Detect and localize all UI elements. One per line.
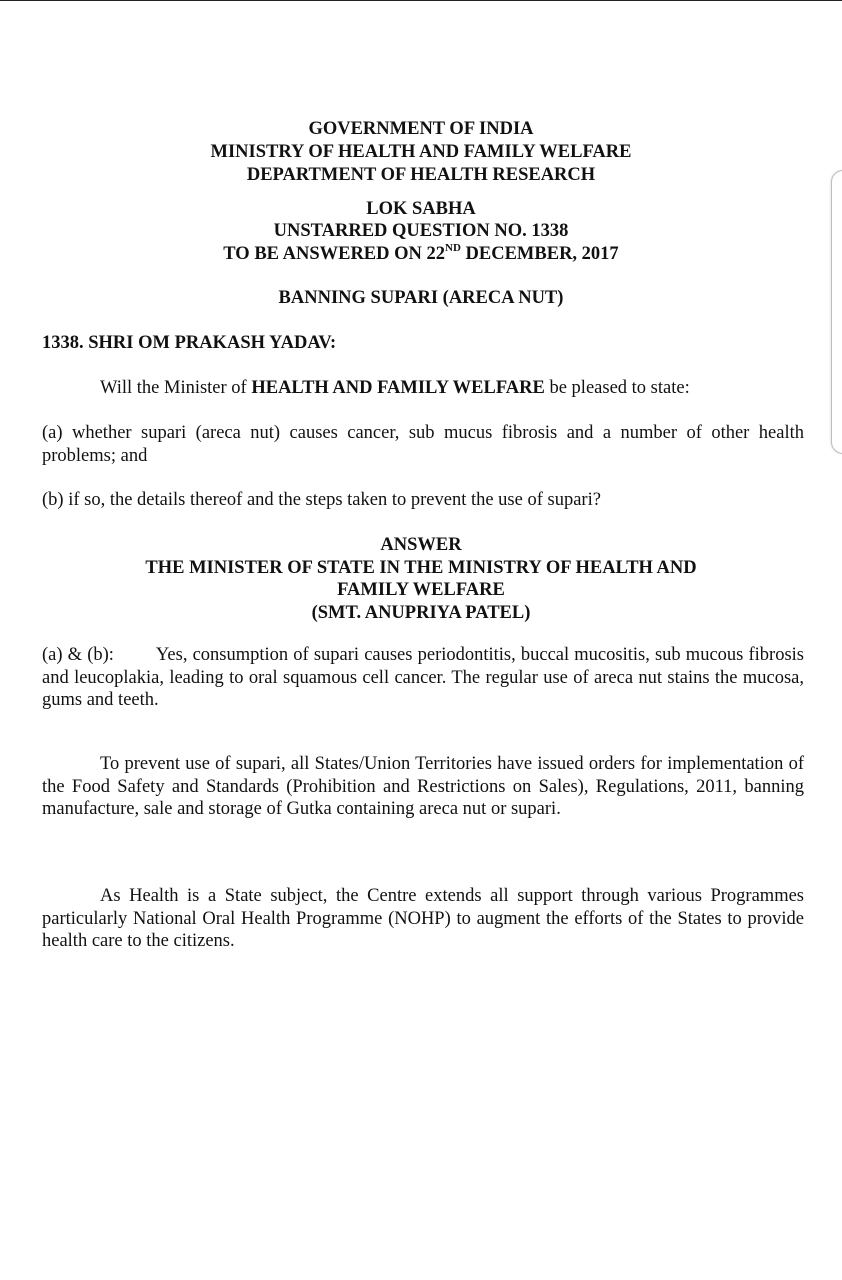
answer-paragraph-2: To prevent use of supari, all States/Union Territories have issued orders for implementation of the Food Safety and Standards (Prohibition and Restrictions on Sales), Regulations, 2011, banning manufacture, sale and storage of Gutka containing areca nut or supari. — [42, 754, 804, 819]
question-number: UNSTARRED QUESTION NO. 1338 — [273, 221, 569, 241]
question-intro-prefix: Will the Minister of — [100, 378, 252, 398]
answer-paragraph-1-text: Yes, consumption of supari causes periodontitis, buccal mucositis, sub mucous fibrosis and leucoplakia, leading to oral squamous cell cancer. The regular use of areca nut stains the mucosa, gums and teeth. — [42, 645, 804, 710]
minister-title-line1: THE MINISTER OF STATE IN THE MINISTRY OF HEALTH AND — [145, 558, 697, 578]
questioner: 1338. SHRI OM PRAKASH YADAV: — [42, 333, 337, 353]
answer-date-ordinal: ND — [445, 241, 461, 254]
top-border — [0, 0, 842, 1]
header-department: DEPARTMENT OF HEALTH RESEARCH — [246, 165, 596, 185]
question-part-b: (b) if so, the details thereof and the steps taken to prevent the use of supari? — [42, 490, 601, 510]
header-ministry: MINISTRY OF HEALTH AND FAMILY WELFARE — [210, 142, 632, 162]
house-label: LOK SABHA — [366, 199, 476, 219]
answer-date-prefix: TO BE ANSWERED ON 22 — [223, 244, 446, 264]
header-government: GOVERNMENT OF INDIA — [308, 119, 534, 139]
answer-label: ANSWER — [380, 535, 462, 555]
question-intro-suffix: be pleased to state: — [544, 378, 690, 398]
question-intro-ministry: HEALTH AND FAMILY WELFARE — [251, 378, 545, 398]
minister-title-line2: FAMILY WELFARE — [337, 580, 505, 600]
answer-paragraph-1 — [42, 644, 804, 712]
question-intro — [100, 377, 690, 400]
answer-date — [0, 243, 842, 265]
question-part-a: (a) whether supari (areca nut) causes cancer, sub mucus fibrosis and a number of other health problems; and — [42, 423, 804, 466]
subject-title: BANNING SUPARI (ARECA NUT) — [278, 288, 564, 308]
minister-name: (SMT. ANUPRIYA PATEL) — [311, 603, 531, 623]
answer-paragraph-3: As Health is a State subject, the Centre extends all support through various Programmes particularly National Oral Health Programme (NOHP) to augment the efforts of the States to provide health care to the citizens. — [42, 886, 804, 951]
answer-part-label: (a) & (b): — [42, 645, 114, 665]
answer-date-suffix: DECEMBER, 2017 — [460, 244, 619, 264]
